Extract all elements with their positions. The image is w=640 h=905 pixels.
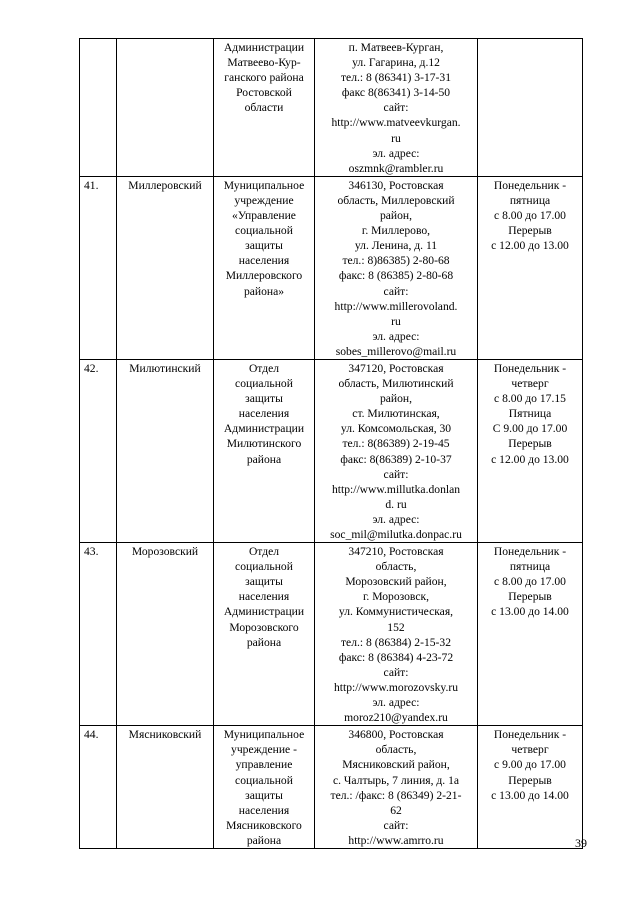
working-hours-cell (478, 359, 583, 542)
contact-line: 62 (390, 803, 402, 817)
contact-line: 346130, Ростовская (348, 178, 444, 192)
working-hours-line: Понедельник - (493, 178, 567, 192)
contact-line: moroz210@yandex.ru (344, 711, 448, 725)
contact-line: d. ru (385, 497, 407, 511)
district-cell: Мясниковский (117, 726, 214, 849)
organization-line: Отдел (248, 545, 280, 559)
contact-line: область, Миллеровский (337, 193, 455, 207)
contact-line: эл. адрес: (372, 696, 420, 710)
contact-line: 347120, Ростовская (348, 361, 444, 375)
contact-line: п. Матвеев-Курган, (348, 41, 444, 54)
working-hours-cell (478, 176, 583, 359)
organization-line: населения (238, 803, 290, 817)
contact-line: ул. Ленина, д. 11 (354, 239, 438, 253)
contact-line: тел.: 8 (86341) 3-17-31 (340, 71, 452, 85)
contact-line: факс 8(86341) 3-14-50 (341, 86, 451, 100)
organization-line: учреждение - (231, 743, 297, 757)
working-hours-line: с 12.00 до 13.00 (491, 452, 569, 466)
organization-line: населения (238, 407, 290, 421)
contact-line: ул. Гагарина, д.12 (352, 56, 440, 70)
contact-line: 346800, Ростовская (348, 728, 444, 742)
organization-line: Миллеровского (225, 269, 303, 283)
working-hours-line: с 8.00 до 17.15 (494, 392, 566, 406)
organization-line: защиты (245, 788, 283, 802)
table-row (80, 176, 583, 359)
working-hours-line: Перерыв (508, 224, 552, 238)
row-number-cell: 44. (80, 726, 117, 849)
row-number-cell: 41. (80, 176, 117, 359)
working-hours-line: пятница (509, 193, 551, 207)
contact-line: область, (375, 743, 417, 757)
row-number-cell: 42. (80, 359, 117, 542)
table-row (80, 543, 583, 726)
working-hours-line: четверг (511, 743, 549, 757)
working-hours-line: Понедельник - (493, 545, 567, 559)
contact-line: sobes_millerovo@mail.ru (335, 344, 457, 358)
contact-line: область, Милютинский (338, 377, 454, 391)
row-number-cell (80, 39, 117, 177)
table-body (80, 39, 583, 849)
contact-line: ru (391, 131, 401, 145)
organization-line: ганского района (224, 71, 304, 85)
contact-line: сайт: (383, 665, 409, 679)
organization-line: Матвеево-Кур- (227, 56, 301, 70)
contact-line: эл. адрес: (372, 329, 420, 343)
organization-line: района (246, 833, 282, 847)
working-hours-line: Перерыв (508, 437, 552, 451)
organization-cell (214, 39, 315, 177)
contact-line: http://www.morozovsky.ru (333, 680, 459, 694)
contact-line: район, (379, 392, 413, 406)
organization-line: Муниципальное (223, 178, 305, 192)
organization-line: населения (238, 254, 290, 268)
contact-line: oszmnk@rambler.ru (348, 161, 444, 175)
organization-line: области (244, 101, 284, 115)
contact-line: http://www.millutka.donlan (331, 482, 461, 496)
organization-line: населения (238, 590, 290, 604)
organization-line: Администрации (223, 422, 305, 436)
contact-line: тел.: 8 (86384) 2-15-32 (340, 635, 452, 649)
working-hours-cell (478, 39, 583, 177)
organization-line: Отдел (248, 361, 280, 375)
organization-line: Администрации (223, 41, 305, 54)
organization-line: «Управление (232, 209, 296, 223)
organization-line: района (246, 452, 282, 466)
contact-line: тел.: /факс: 8 (86349) 2-21- (330, 788, 462, 802)
contact-cell (315, 359, 478, 542)
contact-line: ru (391, 314, 401, 328)
working-hours-line: с 8.00 до 17.00 (494, 575, 566, 589)
organization-cell (214, 726, 315, 849)
contact-line: http://www.millerovoland. (334, 299, 458, 313)
working-hours-line: С 9.00 до 17.00 (492, 422, 568, 436)
contact-line: тел.: 8(86389) 2-19-45 (342, 437, 450, 451)
contact-line: ул. Коммунистическая, (338, 605, 454, 619)
organization-cell (214, 543, 315, 726)
organization-line: управление (235, 758, 293, 772)
institutions-table (79, 38, 583, 849)
contact-line: факс: 8 (86384) 4-23-72 (338, 650, 454, 664)
contact-line: г. Морозовск, (362, 590, 430, 604)
contact-line: факс: 8 (86385) 2-80-68 (338, 269, 454, 283)
contact-cell (315, 543, 478, 726)
organization-line: Ростовской (236, 86, 292, 100)
page-number: 39 (575, 836, 587, 850)
contact-line: сайт: (383, 818, 409, 832)
working-hours-line: Перерыв (508, 773, 552, 787)
contact-line: тел.: 8)86385) 2-80-68 (342, 254, 450, 268)
contact-cell (315, 726, 478, 849)
organization-line: защиты (245, 392, 283, 406)
contact-line: http://www.amrro.ru (348, 833, 444, 847)
contact-line: 152 (387, 620, 405, 634)
organization-line: Милютинского (226, 437, 302, 451)
working-hours-line: Перерыв (508, 590, 552, 604)
contact-line: ул. Комсомольская, 30 (340, 422, 452, 436)
organization-line: Морозовского (229, 620, 299, 634)
district-cell: Милютинский (117, 359, 214, 542)
working-hours-line: с 9.00 до 17.00 (494, 758, 566, 772)
contact-line: http://www.matveevkurgan. (331, 116, 461, 130)
organization-line: социальной (235, 560, 293, 574)
working-hours-cell (478, 543, 583, 726)
organization-line: защиты (245, 575, 283, 589)
table-row (80, 359, 583, 542)
contact-cell (315, 176, 478, 359)
working-hours-line: с 12.00 до 13.00 (491, 239, 569, 253)
organization-line: социальной (235, 773, 293, 787)
contact-line: факс: 8(86389) 2-10-37 (340, 452, 452, 466)
contact-line: Морозовский район, (345, 575, 447, 589)
contact-line: эл. адрес: (372, 512, 420, 526)
working-hours-line: с 13.00 до 14.00 (491, 788, 569, 802)
organization-cell (214, 176, 315, 359)
contact-line: г. Миллерово, (361, 224, 431, 238)
contact-line: soc_mil@milutka.donpac.ru (330, 528, 462, 541)
organization-line: социальной (235, 224, 293, 238)
contact-line: район, (379, 209, 413, 223)
organization-line: Мясниковского (226, 818, 302, 832)
contact-line: область, (375, 560, 417, 574)
district-cell: Миллеровский (117, 176, 214, 359)
contact-line: сайт: (383, 101, 409, 115)
contact-line: 347210, Ростовская (348, 545, 444, 559)
row-number-cell: 43. (80, 543, 117, 726)
district-cell (117, 39, 214, 177)
organization-line: Администрации (223, 605, 305, 619)
contact-line: с. Чалтырь, 7 линия, д. 1а (332, 773, 460, 787)
working-hours-cell (478, 726, 583, 849)
organization-line: района» (243, 284, 285, 298)
organization-line: социальной (235, 377, 293, 391)
organization-line: района (246, 635, 282, 649)
table-row (80, 39, 583, 177)
district-cell: Морозовский (117, 543, 214, 726)
contact-line: ст. Милютинская, (352, 407, 440, 421)
table-row (80, 726, 583, 849)
organization-cell (214, 359, 315, 542)
working-hours-line: Понедельник - (493, 728, 567, 742)
organization-line: Муниципальное (223, 728, 305, 742)
contact-line: эл. адрес: (372, 146, 420, 160)
working-hours-line: четверг (511, 377, 549, 391)
working-hours-line: пятница (509, 560, 551, 574)
working-hours-line: с 13.00 до 14.00 (491, 605, 569, 619)
contact-line: Мясниковский район, (342, 758, 450, 772)
working-hours-line: Понедельник - (493, 361, 567, 375)
working-hours-line: Пятница (508, 407, 552, 421)
contact-cell (315, 39, 478, 177)
organization-line: учреждение (234, 193, 294, 207)
contact-line: сайт: (383, 284, 409, 298)
contact-line: сайт: (383, 467, 409, 481)
working-hours-line: с 8.00 до 17.00 (494, 209, 566, 223)
organization-line: защиты (245, 239, 283, 253)
